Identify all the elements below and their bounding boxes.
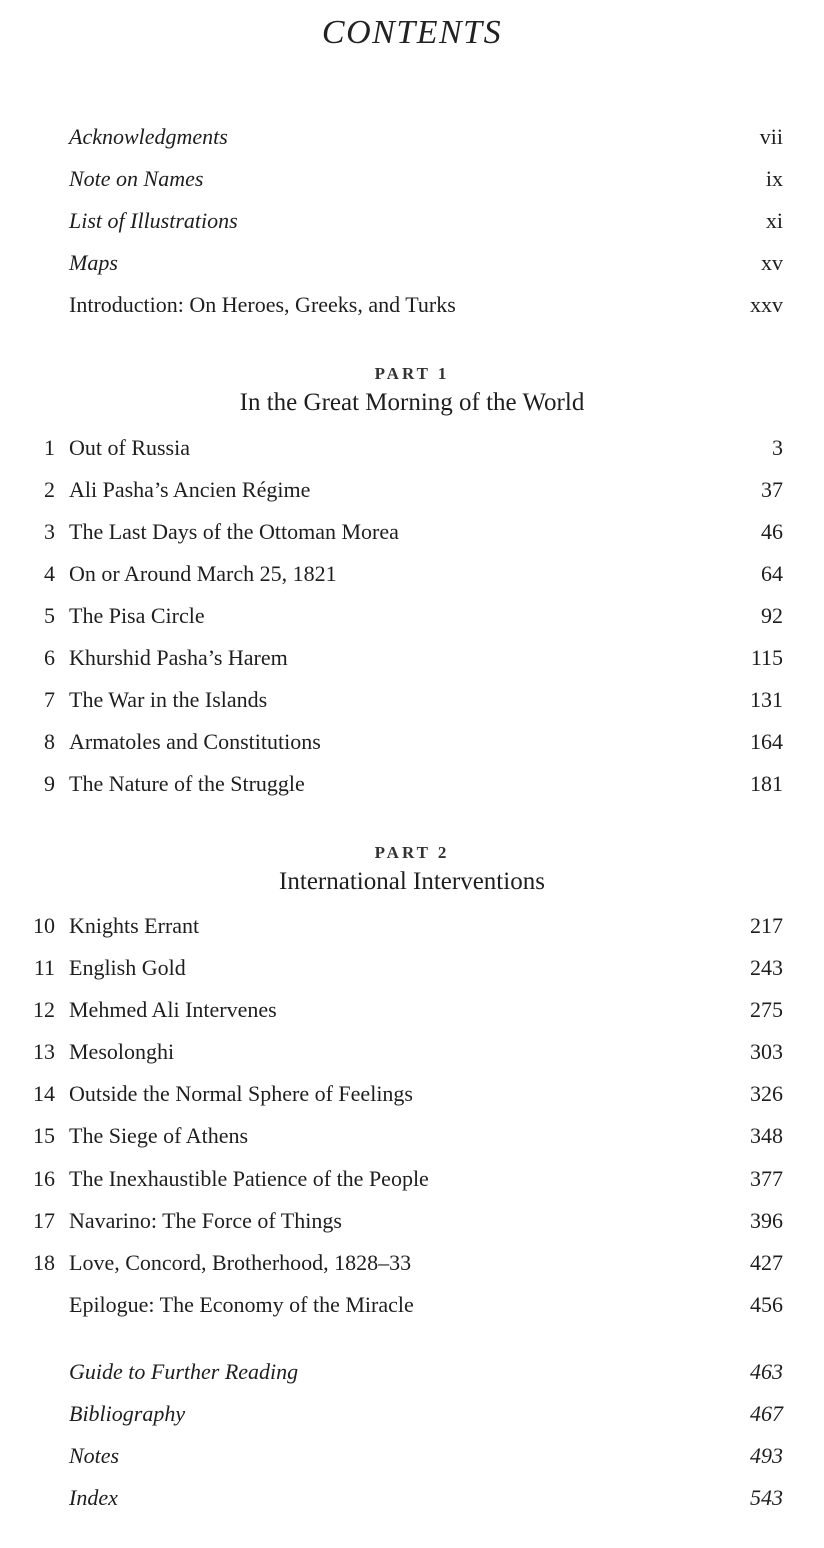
toc-entry-page: 64 <box>761 561 783 586</box>
toc-entry-page: 217 <box>750 913 783 938</box>
chapter-number: 9 <box>44 771 55 796</box>
toc-entry-label: Love, Concord, Brotherhood, 1828–33 <box>69 1250 412 1275</box>
toc-entry-page: 377 <box>750 1166 783 1191</box>
toc-chapter-7[interactable] <box>0 687 824 721</box>
toc-entry-maps[interactable] <box>0 250 824 284</box>
toc-entry-page: 427 <box>750 1250 783 1275</box>
toc-chapter-15[interactable] <box>0 1123 824 1157</box>
toc-chapter-5[interactable] <box>0 603 824 637</box>
toc-entry-page: ix <box>765 166 783 191</box>
toc-entry-page: 348 <box>750 1123 783 1148</box>
chapter-number: 3 <box>44 519 55 544</box>
toc-entry-label: On or Around March 25, 1821 <box>69 561 337 586</box>
chapter-number: 17 <box>33 1208 55 1233</box>
toc-entry-guide-to-further-reading[interactable] <box>0 1359 824 1393</box>
toc-chapter-4[interactable] <box>0 561 824 595</box>
chapter-number: 16 <box>33 1166 55 1191</box>
toc-entry-note-on-names[interactable] <box>0 166 824 200</box>
chapter-number: 4 <box>44 561 55 586</box>
toc-entry-label: Knights Errant <box>69 913 200 938</box>
toc-entry-label: Note on Names <box>69 166 204 191</box>
chapter-number: 14 <box>33 1081 55 1106</box>
toc-chapter-18[interactable] <box>0 1250 824 1284</box>
toc-entry-page: 164 <box>750 729 783 754</box>
toc-chapter-8[interactable] <box>0 729 824 763</box>
toc-entry-page: 3 <box>772 435 783 460</box>
toc-entry-label: List of Illustrations <box>69 208 238 233</box>
toc-entry-page: 396 <box>750 1208 783 1233</box>
toc-entry-index[interactable] <box>0 1485 824 1519</box>
chapter-number: 13 <box>33 1039 55 1064</box>
toc-entry-page: 243 <box>750 955 783 980</box>
toc-entry-page: 456 <box>750 1292 783 1317</box>
toc-entry-label: The Last Days of the Ottoman Morea <box>69 519 399 544</box>
toc-entry-page: 467 <box>750 1401 783 1426</box>
toc-chapter-9[interactable] <box>0 771 824 805</box>
toc-entry-page: 303 <box>750 1039 783 1064</box>
toc-entry-label: Index <box>69 1485 118 1510</box>
chapter-number: 18 <box>33 1250 55 1275</box>
toc-entry-page: 326 <box>750 1081 783 1106</box>
toc-chapter-17[interactable] <box>0 1208 824 1242</box>
part-2-title: International Interventions <box>279 868 545 895</box>
chapter-number: 7 <box>44 687 55 712</box>
toc-chapter-6[interactable] <box>0 645 824 679</box>
toc-chapter-2[interactable] <box>0 477 824 511</box>
toc-entry-label: Notes <box>69 1443 120 1468</box>
toc-entry-label: Out of Russia <box>69 435 190 460</box>
toc-entry-introduction[interactable] <box>0 292 824 326</box>
toc-entry-label: Introduction: On Heroes, Greeks, and Turks <box>69 292 456 317</box>
chapter-number: 1 <box>44 435 55 460</box>
toc-entry-page: 181 <box>750 771 783 796</box>
toc-entry-label: Mehmed Ali Intervenes <box>69 997 277 1022</box>
toc-entry-label: The Siege of Athens <box>69 1123 249 1148</box>
toc-entry-page: 115 <box>750 645 783 670</box>
toc-entry-label: Acknowledgments <box>69 124 228 149</box>
chapter-number: 10 <box>33 913 55 938</box>
chapter-number: 12 <box>33 997 55 1022</box>
toc-entry-page: 92 <box>761 603 783 628</box>
toc-entry-list-of-illustrations[interactable] <box>0 208 824 242</box>
toc-chapter-13[interactable] <box>0 1039 824 1073</box>
chapter-number: 6 <box>44 645 55 670</box>
toc-entry-label: Mesolonghi <box>69 1039 175 1064</box>
toc-entry-page: xv <box>761 250 783 275</box>
toc-entry-acknowledgments[interactable] <box>0 124 824 158</box>
toc-chapter-1[interactable] <box>0 435 824 469</box>
toc-chapter-16[interactable] <box>0 1166 824 1200</box>
toc-entry-page: 46 <box>761 519 783 544</box>
toc-entry-label: The Pisa Circle <box>69 603 205 628</box>
part-1-heading: PART 1 <box>374 364 450 383</box>
toc-entry-label: The War in the Islands <box>69 687 268 712</box>
chapter-number: 5 <box>44 603 55 628</box>
toc-chapter-14[interactable] <box>0 1081 824 1115</box>
toc-entry-notes[interactable] <box>0 1443 824 1477</box>
toc-entry-label: Epilogue: The Economy of the Miracle <box>69 1292 414 1317</box>
toc-entry-label: Guide to Further Reading <box>69 1359 299 1384</box>
toc-entry-label: Armatoles and Constitutions <box>69 729 321 754</box>
toc-entry-page: 463 <box>750 1359 783 1384</box>
toc-entry-page: 543 <box>750 1485 783 1510</box>
toc-entry-epilogue[interactable] <box>0 1292 824 1326</box>
toc-entry-page: 131 <box>750 687 783 712</box>
toc-entry-label: Bibliography <box>69 1401 186 1426</box>
toc-entry-label: The Inexhaustible Patience of the People <box>69 1166 429 1191</box>
toc-entry-label: English Gold <box>69 955 186 980</box>
toc-entry-label: Ali Pasha’s Ancien Régime <box>69 477 311 502</box>
part-1-title: In the Great Morning of the World <box>239 389 585 416</box>
toc-chapter-3[interactable] <box>0 519 824 553</box>
toc-chapter-11[interactable] <box>0 955 824 989</box>
toc-chapter-10[interactable] <box>0 913 824 947</box>
toc-chapter-12[interactable] <box>0 997 824 1031</box>
chapter-number: 11 <box>33 955 55 980</box>
toc-entry-label: Outside the Normal Sphere of Feelings <box>69 1081 413 1106</box>
toc-entry-page: xxv <box>750 292 783 317</box>
toc-entry-label: Navarino: The Force of Things <box>69 1208 342 1233</box>
toc-entry-label: Khurshid Pasha’s Harem <box>69 645 288 670</box>
toc-entry-page: 275 <box>750 997 783 1022</box>
toc-entry-label: The Nature of the Struggle <box>69 771 305 796</box>
toc-entry-bibliography[interactable] <box>0 1401 824 1435</box>
toc-entry-page: 493 <box>750 1443 783 1468</box>
toc-entry-page: xi <box>765 208 783 233</box>
part-2-heading: PART 2 <box>374 843 450 862</box>
chapter-number: 8 <box>44 729 55 754</box>
page-title: CONTENTS <box>321 14 503 51</box>
chapter-number: 15 <box>33 1123 55 1148</box>
chapter-number: 2 <box>44 477 55 502</box>
toc-entry-page: 37 <box>761 477 783 502</box>
toc-entry-page: vii <box>759 124 783 149</box>
toc-entry-label: Maps <box>69 250 118 275</box>
